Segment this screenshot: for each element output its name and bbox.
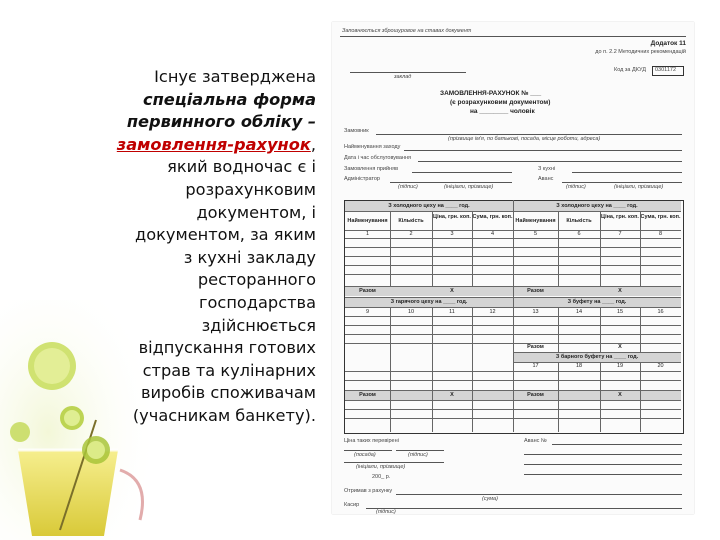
- form-top-note: Заповнюється зброшуровое на ставах документ: [342, 28, 472, 34]
- col-number: 1: [365, 231, 370, 237]
- col-number: 9: [365, 309, 370, 315]
- col-name: Найменування: [347, 218, 388, 224]
- col-number: 15: [616, 309, 624, 315]
- form-customer-label: Замовник: [344, 128, 369, 134]
- intro-line: який водночас є і: [167, 157, 316, 177]
- intro-line: господарства: [199, 292, 316, 312]
- form-customer-hint: (прізвище ім'я, по батькові, посада, місце роботи, адреса): [448, 136, 601, 142]
- col-price: Ціна, грн. коп.: [433, 214, 471, 220]
- form-code-label: Код за ДКУД: [614, 67, 646, 73]
- form-title: ЗАМОВЛЕННЯ-РАХУНОК № ___: [440, 90, 542, 97]
- table-section-bar: З барного буфету на ____ год.: [555, 354, 639, 360]
- col-number: 18: [575, 363, 583, 369]
- intro-line: страв та кулінарних: [142, 360, 316, 380]
- col-qty: Кількість: [398, 218, 424, 224]
- form-signature-hint-right: (підпис): [566, 184, 586, 190]
- form-signature-hint: (підпис): [398, 184, 418, 190]
- table-section-cold-left: З холодного цеху на ____ год.: [388, 203, 470, 209]
- form-sign-position: (посада): [354, 452, 376, 458]
- form-addendum: Додаток 11: [650, 40, 686, 47]
- form-sum-hint: (сума): [482, 496, 498, 502]
- intro-line: (учасникам банкету).: [132, 405, 316, 425]
- form-subtitle: (є розрахунковим документом): [450, 99, 551, 106]
- row-total-x: Х: [450, 288, 454, 294]
- form-name-hint-right: (ініціали, прізвище): [614, 184, 664, 190]
- form-kitchen-label: З кухні: [538, 166, 556, 172]
- intro-line-emphasis: спеціальна форма: [143, 89, 316, 109]
- row-total-buffet-x: Х: [618, 344, 622, 350]
- form-name-hint: (ініціали, прізвище): [444, 184, 494, 190]
- col-number: 12: [489, 309, 496, 315]
- table-section-hot: З гарячого цеху на ____ год.: [390, 299, 468, 305]
- col-number: 4: [490, 231, 495, 237]
- row-total-x-right: Х: [618, 288, 622, 294]
- row-total-hot-x: Х: [450, 392, 454, 398]
- intro-line: з кухні закладу: [183, 247, 316, 267]
- intro-line-emphasis: первинного обліку –: [126, 112, 316, 132]
- intro-comma: ,: [310, 134, 316, 154]
- col-number: 3: [450, 231, 454, 237]
- col-number: 16: [657, 309, 664, 315]
- table-section-cold-right: З холодного цеху на ____ год.: [556, 203, 638, 209]
- intro-line: документом, за яким: [135, 225, 316, 245]
- row-total-buffet: Разом: [527, 344, 544, 350]
- col-number: 20: [657, 363, 664, 369]
- col-number: 11: [449, 309, 455, 315]
- col-sum: Сума, грн. коп.: [472, 214, 513, 220]
- intro-highlight-term: замовлення-рахунок: [116, 134, 311, 154]
- col-number: 5: [533, 231, 538, 237]
- col-number: 17: [532, 363, 539, 369]
- intro-line: розрахунковим: [185, 179, 316, 199]
- form-advance-paid: Аванс №: [524, 438, 547, 444]
- col-number: 14: [575, 309, 583, 315]
- form-sign-name: (ініціали, прізвище): [356, 464, 406, 470]
- col-sum-right: Сума, грн. коп.: [640, 214, 681, 220]
- row-total-right: Разом: [527, 288, 544, 294]
- intro-line: відпускання готових: [138, 338, 316, 358]
- form-people: на ________ чоловік: [470, 108, 535, 115]
- col-number: 7: [618, 231, 622, 237]
- intro-line: документом, і: [196, 202, 316, 222]
- form-price-check: Ціна таких перевірені: [344, 438, 399, 444]
- col-name-right: Найменування: [515, 218, 556, 224]
- row-total-bar-x: Х: [618, 392, 622, 398]
- form-cashier: Касир: [344, 502, 360, 508]
- form-sign-signature: (підпис): [408, 452, 428, 458]
- form-event-label: Найменування заходу: [344, 144, 401, 150]
- form-received: Отримав з рахунку: [344, 488, 393, 494]
- col-number: 13: [532, 309, 539, 315]
- row-total-bar: Разом: [527, 392, 544, 398]
- col-qty-right: Кількість: [566, 218, 592, 224]
- intro-line: виробів споживачам: [140, 383, 316, 403]
- form-date-year: 200_ р.: [372, 474, 391, 480]
- intro-line: здійснюється: [201, 315, 316, 335]
- table-section-buffet: З буфету на ____ год.: [567, 299, 627, 305]
- row-total-hot: Разом: [359, 392, 376, 398]
- form-footer-sign: (підпис): [376, 509, 396, 514]
- intro-line: Існує затверджена: [154, 67, 316, 86]
- col-number: 8: [658, 231, 663, 237]
- col-number: 6: [577, 231, 581, 237]
- col-number: 2: [409, 231, 413, 237]
- intro-paragraph: [92, 66, 316, 428]
- form-accepted-label: Замовлення прийняв: [344, 166, 398, 172]
- form-date-label: Дата і час обслуговування: [344, 155, 411, 161]
- order-invoice-form-scan: [332, 22, 694, 514]
- col-number: 19: [616, 363, 624, 369]
- form-admin-label: Адміністратор: [344, 176, 380, 182]
- form-addendum-ref: до п. 2.2 Методичних рекомендацій: [595, 49, 686, 55]
- form-org-label: заклад: [394, 74, 412, 80]
- form-code-value: 0301172: [655, 67, 677, 73]
- col-price-right: Ціна, грн. коп.: [601, 214, 639, 220]
- form-advance-label: Аванс: [538, 176, 554, 182]
- intro-line: ресторанного: [197, 270, 316, 290]
- col-number: 10: [407, 309, 415, 315]
- row-total: Разом: [359, 288, 376, 294]
